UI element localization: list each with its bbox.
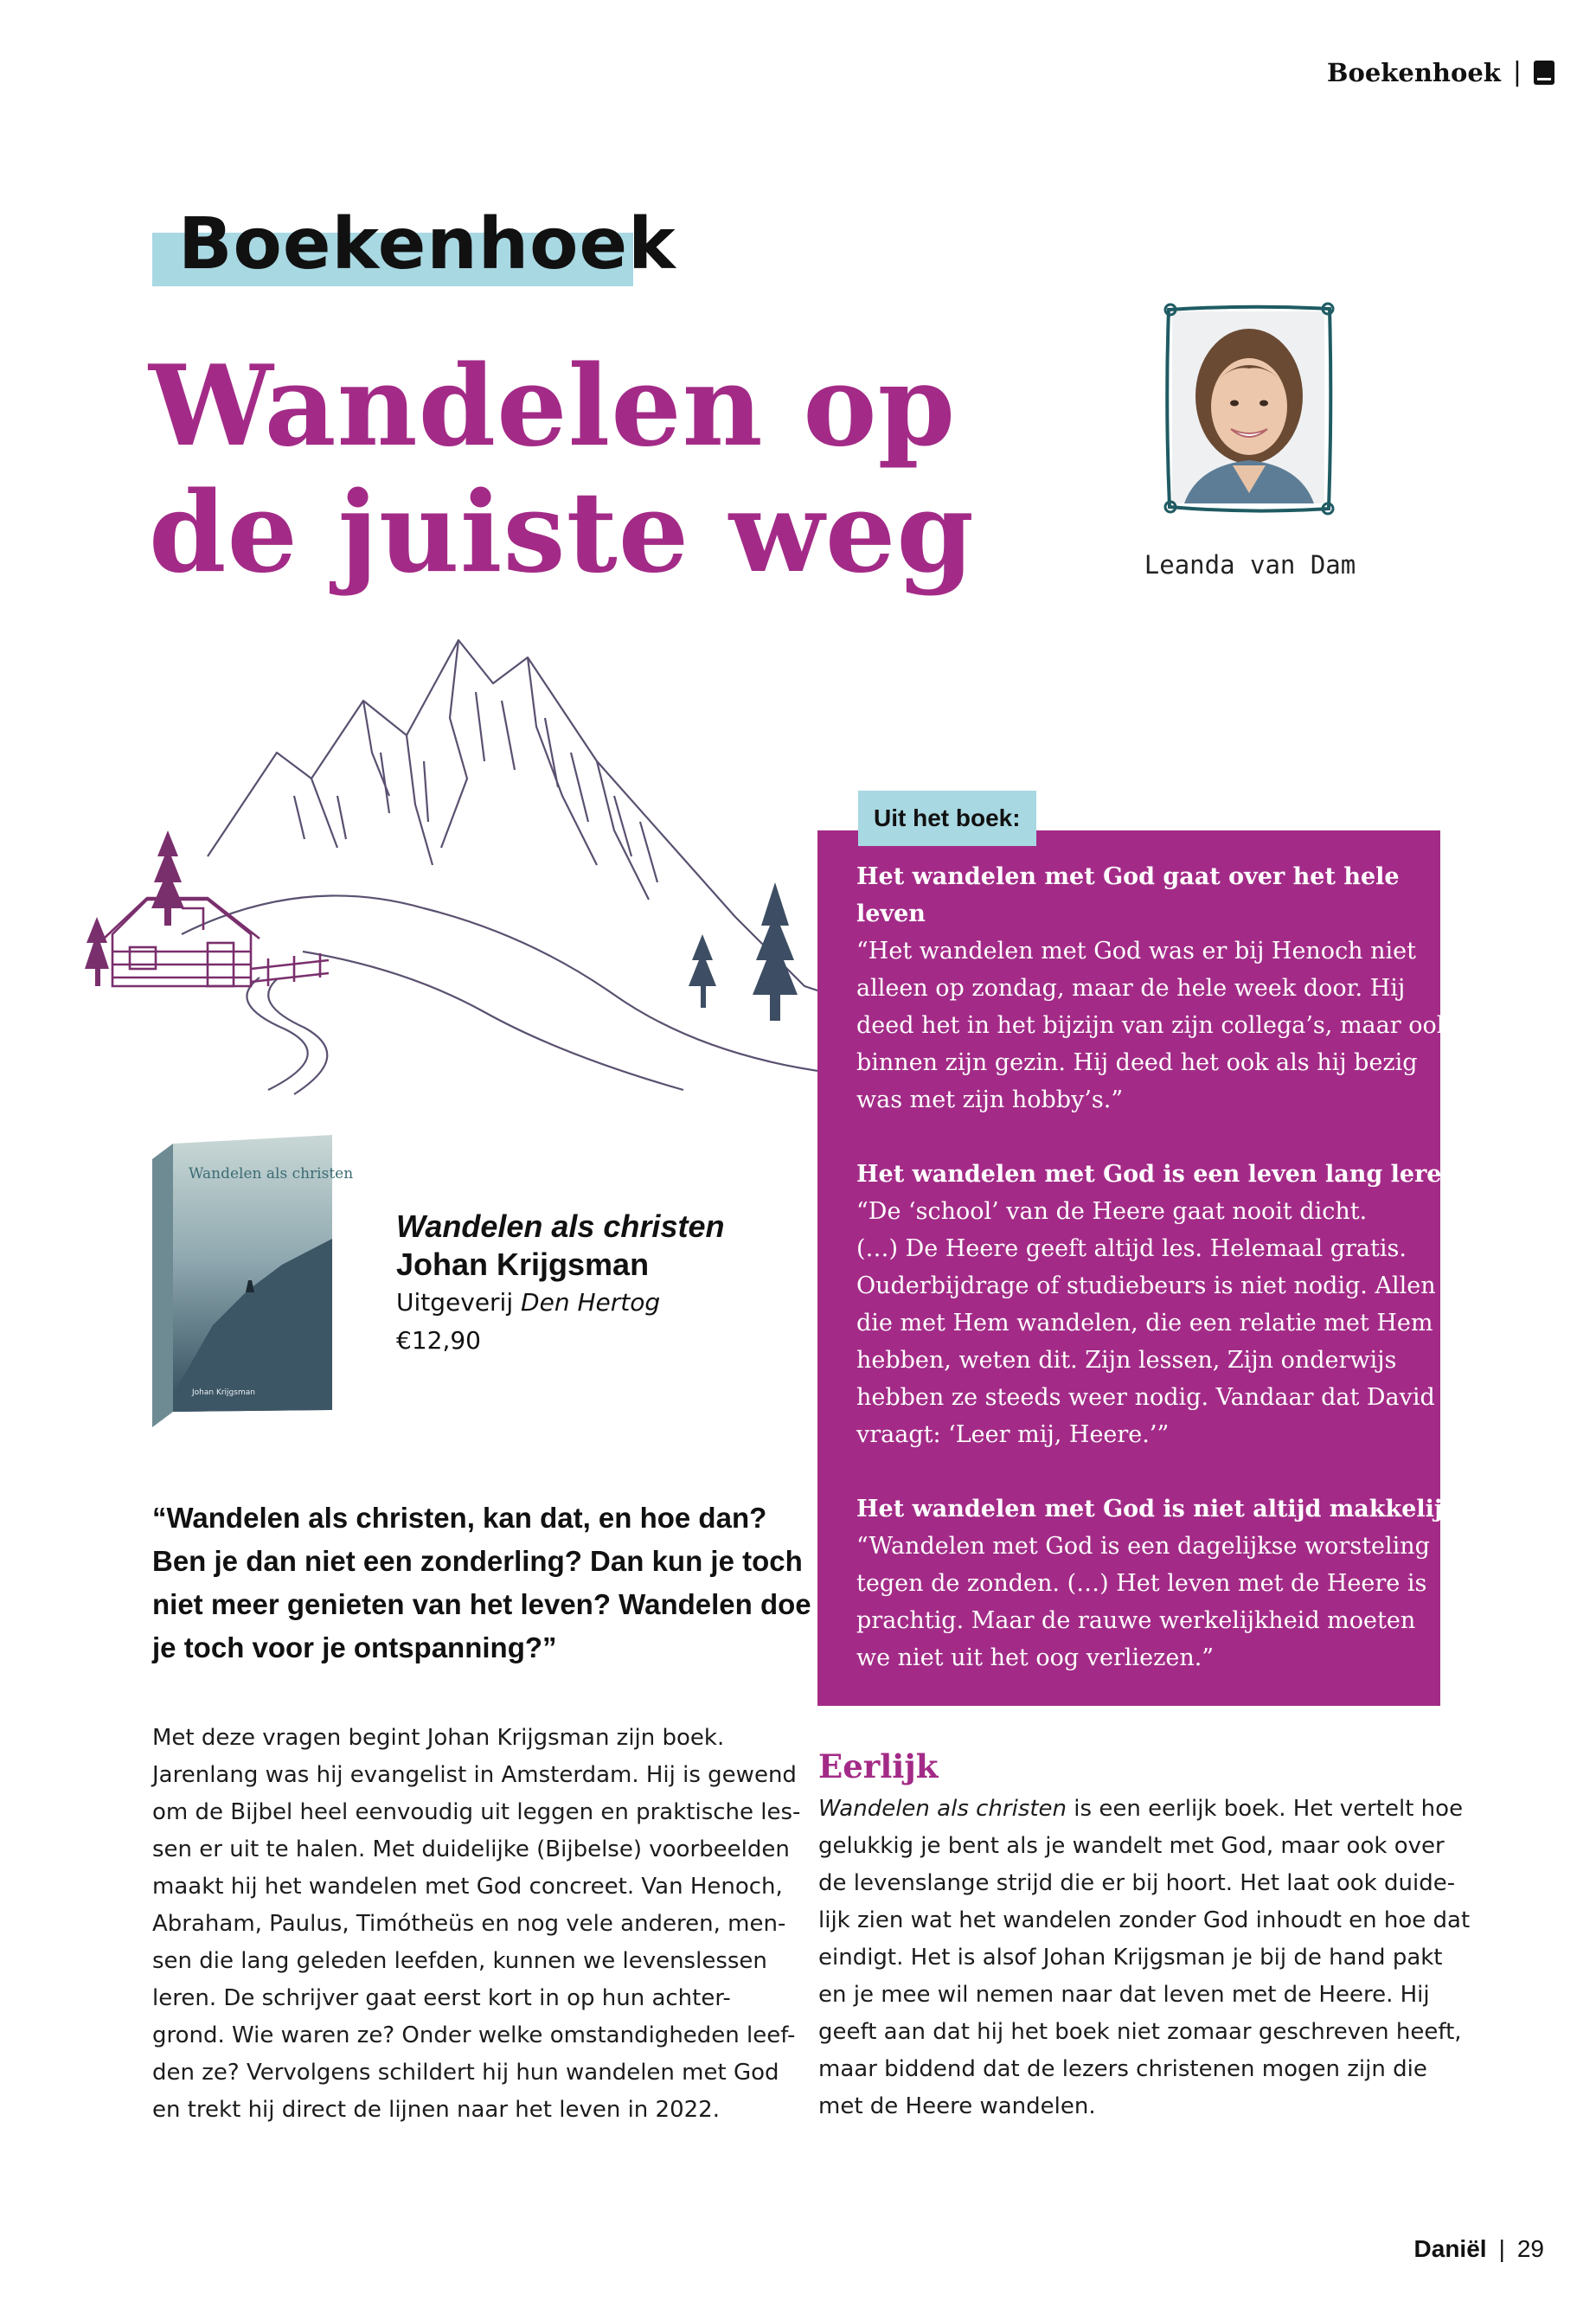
sidebar-line: we niet uit het oog verliezen.” [856, 1644, 1215, 1671]
sidebar-line: “Wandelen met God is een dagelijkse worsteling [856, 1533, 1430, 1560]
sidebar-line: alleen op zondag, maar de hele week door. Hij [856, 975, 1406, 1002]
body-line: Jarenlang was hij evangelist in Amsterdam. Hij is gewend [152, 1762, 797, 1788]
book-publisher-prefix: Uitgeverij [396, 1288, 522, 1317]
mountain-landscape-illustration [78, 623, 856, 1107]
author-name: Leanda van Dam [1144, 550, 1356, 580]
page-footer [1414, 2235, 1544, 2263]
sidebar-line: hebben, weten dit. Zijn lessen, Zijn onderwijs [856, 1347, 1397, 1374]
author-portrait [1163, 301, 1335, 517]
quote-line: Ben je dan niet een zonderling? Dan kun je toch [152, 1545, 803, 1577]
body-line-italic: Wandelen als christen [818, 1796, 1067, 1822]
body-line: en trekt hij direct de lijnen naar het leven in 2022. [152, 2097, 720, 2123]
running-header-separator: | [1512, 57, 1522, 87]
book-title: Wandelen als christen [396, 1208, 725, 1244]
sidebar-line: prachtig. Maar de rauwe werkelijkheid moeten [856, 1607, 1416, 1634]
eerlijk-heading: Eerlijk [818, 1747, 939, 1785]
body-line [818, 1791, 1470, 1828]
body-line: Met deze vragen begint Johan Krijgsman zijn boek. [152, 1725, 725, 1751]
sidebar-block [856, 1490, 1459, 1676]
body-line-rest: is een eerlijk boek. Het vertelt hoe [1067, 1796, 1464, 1822]
sidebar-block [856, 1156, 1459, 1453]
sidebar-line: binnen zijn gezin. Hij deed het ook als hij bezig [856, 1049, 1418, 1076]
quote-line: “Wandelen als christen, kan dat, en hoe dan? [152, 1502, 767, 1534]
sidebar-line: was met zijn hobby’s.” [856, 1086, 1124, 1113]
body-text-left [152, 1720, 800, 2129]
sidebar-block [856, 858, 1452, 1118]
body-line: sen er uit te halen. Met duidelijke (Bijbelse) voorbeelden [152, 1836, 790, 1862]
book-cover [152, 1135, 354, 1431]
sidebar-heading: Het wandelen met God is niet altijd makkelijk [856, 1496, 1459, 1522]
running-header [1327, 57, 1554, 87]
body-line: maakt hij het wandelen met God concreet. Van Henoch, [152, 1874, 783, 1900]
book-icon [1534, 61, 1554, 85]
body-line: geeft aan dat hij het boek niet zomaar geschreven heeft, [818, 2019, 1462, 2045]
body-line: om de Bijbel heel eenvoudig uit leggen en praktische les- [152, 1799, 801, 1825]
body-text-right [818, 1791, 1470, 2125]
book-author: Johan Krijgsman [396, 1247, 650, 1282]
sidebar-line: die met Hem wandelen, die een relatie met Hem [856, 1310, 1433, 1336]
magazine-name: Daniël [1413, 2235, 1487, 2262]
sidebar-line: “Het wandelen met God was er bij Henoch niet [856, 938, 1417, 965]
sidebar-line: vraagt: ‘Leer mij, Heere.’” [856, 1421, 1170, 1448]
body-line: grond. Wie waren ze? Onder welke omstandigheden leef- [152, 2022, 796, 2048]
page-number: 29 [1516, 2235, 1544, 2262]
body-line: lijk zien wat het wandelen zonder God inhoudt en hoe dat [818, 1907, 1471, 1933]
sidebar-line: hebben ze steeds weer nodig. Vandaar dat David [856, 1384, 1435, 1411]
title-line-2: de juiste weg [149, 467, 975, 598]
sidebar-heading: leven [856, 901, 926, 927]
body-line: de levenslange strijd die er bij hoort. Het laat ook duide- [818, 1870, 1456, 1896]
sidebar-content [856, 858, 1459, 1714]
sidebar-line: Ouderbijdrage of studiebeurs is niet nodig. Allen [856, 1272, 1436, 1299]
sidebar-line: “De ‘school’ van de Heere gaat nooit dicht. [856, 1198, 1368, 1225]
body-line: den ze? Vervolgens schildert hij hun wandelen met God [152, 2060, 779, 2086]
book-price: €12,90 [396, 1326, 481, 1355]
sidebar-line: tegen de zonden. (…) Het leven met de Heere is [856, 1570, 1427, 1597]
body-line: Abraham, Paulus, Timótheüs en nog vele anderen, men- [152, 1911, 786, 1937]
section-label-text: Boekenhoek [178, 203, 676, 285]
book-cover-title: Wandelen als christen [189, 1165, 354, 1183]
running-header-section: Boekenhoek [1326, 57, 1501, 87]
book-info [396, 1208, 724, 1360]
body-line: met de Heere wandelen. [818, 2093, 1096, 2119]
body-line: en je mee wil nemen naar dat leven met de Heere. Hij [818, 1982, 1430, 2008]
section-label [152, 203, 676, 285]
book-publisher: Den Hertog [521, 1288, 661, 1317]
book-cover-author: Johan Krijgsman [192, 1388, 255, 1397]
footer-separator: | [1498, 2235, 1505, 2262]
sidebar-heading: Het wandelen met God gaat over het hele [856, 863, 1400, 890]
page-title [149, 344, 997, 597]
quote-line: niet meer genieten van het leven? Wandelen doe [152, 1588, 811, 1620]
intro-quote [152, 1497, 810, 1670]
sidebar-line: deed het in het bijzijn van zijn collega’s, maar ook [856, 1012, 1452, 1039]
body-line: maar biddend dat de lezers christenen mogen zijn die [818, 2056, 1427, 2082]
sidebar-heading: Het wandelen met God is een leven lang leren [856, 1161, 1459, 1188]
body-line: gelukkig je bent als je wandelt met God, maar ook over [818, 1833, 1445, 1859]
body-line: leren. De schrijver gaat eerst kort in op hun achter- [152, 1985, 731, 2011]
body-line: eindigt. Het is alsof Johan Krijgsman je bij de hand pakt [818, 1945, 1443, 1971]
book-publisher-line [396, 1284, 724, 1322]
sidebar-line: (…) De Heere geeft altijd les. Helemaal gratis. [856, 1235, 1407, 1262]
title-line-1: Wandelen op [149, 342, 957, 471]
sidebar-tag: Uit het boek: [858, 791, 1036, 846]
body-line: sen die lang geleden leefden, kunnen we levenslessen [152, 1948, 767, 1974]
quote-line: je toch voor je ontspanning?” [152, 1631, 557, 1663]
